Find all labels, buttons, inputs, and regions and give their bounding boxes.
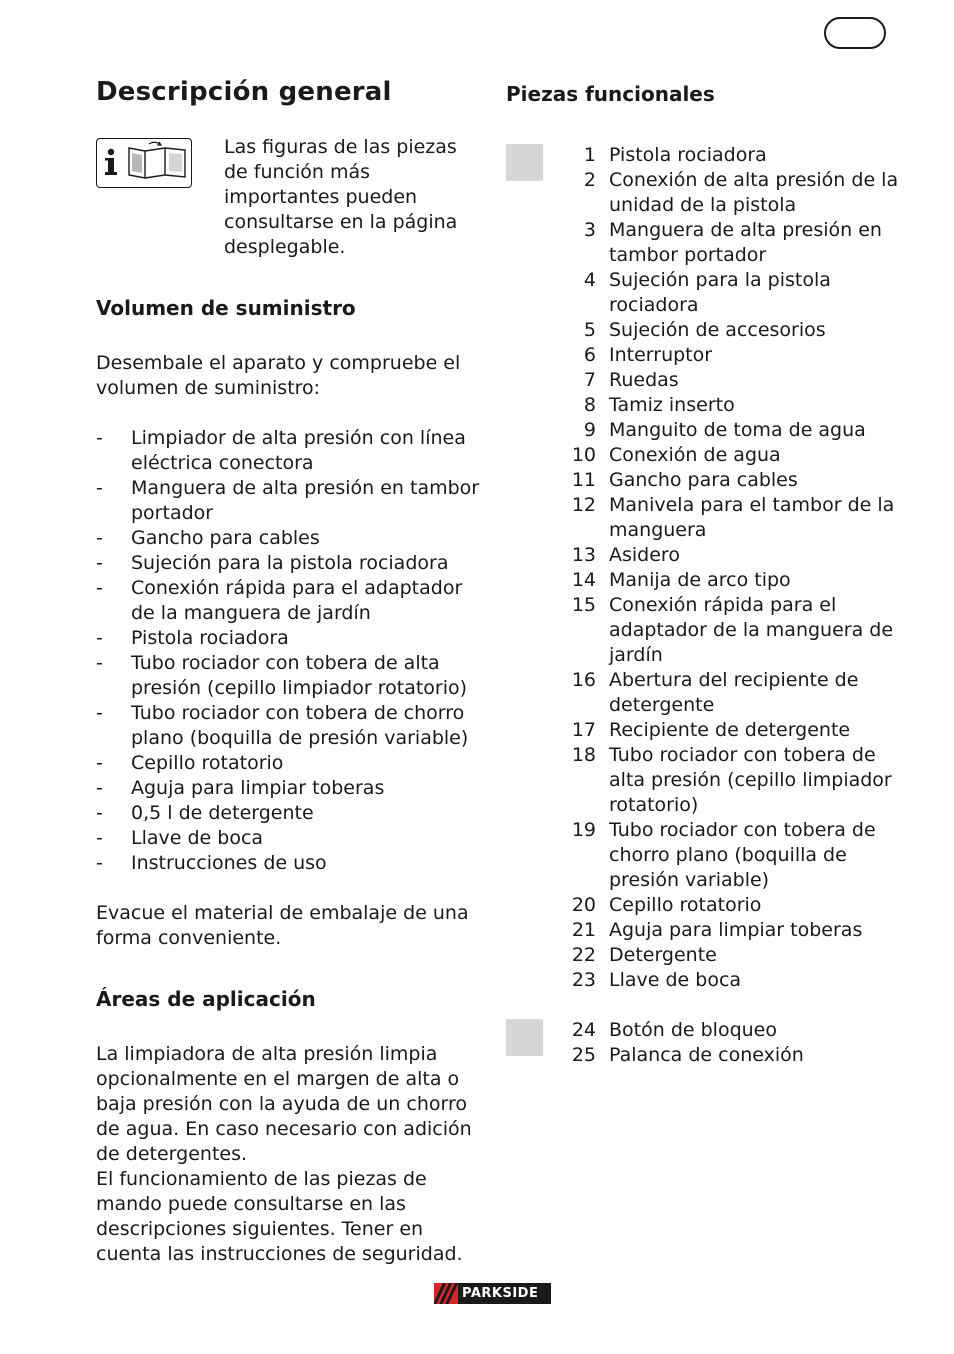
part-row — [556, 268, 906, 318]
bullet-dash: - — [96, 702, 103, 724]
bullet-dash: - — [96, 852, 103, 874]
part-row — [556, 818, 906, 893]
language-badge — [824, 17, 886, 49]
part-number: 22 — [571, 944, 596, 966]
part-number: 17 — [571, 719, 596, 741]
part-number: 9 — [583, 419, 596, 441]
part-row — [556, 593, 906, 668]
part-row — [556, 968, 906, 993]
supply-item — [96, 626, 486, 651]
application-paragraph-2: El funcionamiento de las piezas de mando puede consultarse en las descripciones siguientes. Tener en cuenta las instrucciones de seguridad. — [96, 1168, 463, 1265]
part-number: 1 — [583, 144, 596, 166]
supply-item-text: Aguja para limpiar toberas — [131, 777, 385, 799]
intro-block — [96, 135, 486, 260]
part-number: 21 — [571, 919, 596, 941]
supply-item — [96, 426, 486, 476]
part-row — [556, 1018, 906, 1043]
supply-item — [96, 701, 486, 751]
brand-name: PARKSIDE — [462, 1286, 539, 1301]
bullet-dash: - — [96, 477, 103, 499]
supply-item — [96, 776, 486, 801]
part-number: 8 — [583, 394, 596, 416]
part-number: 2 — [583, 169, 596, 191]
part-number: 5 — [583, 319, 596, 341]
part-label: Manivela para el tambor de la manguera — [609, 494, 895, 541]
bullet-dash: - — [96, 752, 103, 774]
part-label: Aguja para limpiar toberas — [609, 919, 863, 941]
part-label: Cepillo rotatorio — [609, 894, 762, 916]
part-label: Manguera de alta presión en tambor portador — [609, 219, 882, 266]
supply-item-text: Conexión rápida para el adaptador de la manguera de jardín — [131, 577, 463, 624]
supply-item — [96, 851, 486, 876]
part-label: Manija de arco tipo — [609, 569, 791, 591]
supply-item — [96, 751, 486, 776]
supply-item — [96, 576, 486, 626]
parts-title: Piezas funcionales — [506, 82, 715, 106]
bullet-dash: - — [96, 577, 103, 599]
part-label: Ruedas — [609, 369, 679, 391]
part-row — [556, 543, 906, 568]
bullet-dash: - — [96, 552, 103, 574]
application-paragraph-1: La limpiadora de alta presión limpia opcionalmente en el margen de alta o baja presión con la ayuda de un chorro de agua. En caso necesario con adición de detergentes. — [96, 1043, 472, 1165]
bullet-dash: - — [96, 627, 103, 649]
supply-item-text: Sujeción para la pistola rociadora — [131, 552, 449, 574]
part-number: 24 — [571, 1019, 596, 1041]
part-number: 12 — [571, 494, 596, 516]
left-column — [96, 70, 486, 1267]
intro-text: Las figuras de las piezas de función más importantes pueden consultarse en la página desplegable. — [224, 136, 458, 258]
supply-item-text: Pistola rociadora — [131, 627, 289, 649]
parts-list-1 — [556, 143, 906, 993]
bullet-dash: - — [96, 527, 103, 549]
application-title: Áreas de aplicación — [96, 987, 316, 1011]
part-row — [556, 893, 906, 918]
part-row — [556, 218, 906, 268]
supply-item-text: Instrucciones de uso — [131, 852, 327, 874]
part-label: Gancho para cables — [609, 469, 798, 491]
part-label: Pistola rociadora — [609, 144, 767, 166]
part-label: Recipiente de detergente — [609, 719, 851, 741]
supply-item-text: Limpiador de alta presión con línea eléctrica conectora — [131, 427, 466, 474]
part-label: Llave de boca — [609, 969, 742, 991]
supply-item — [96, 801, 486, 826]
part-number: 6 — [583, 344, 596, 366]
part-number: 16 — [571, 669, 596, 691]
part-label: Tamiz inserto — [609, 394, 735, 416]
part-number: 19 — [571, 819, 596, 841]
supply-intro: Desembale el aparato y compruebe el volumen de suministro: — [96, 352, 461, 399]
bullet-dash: - — [96, 777, 103, 799]
part-number: 18 — [571, 744, 596, 766]
part-label: Manguito de toma de agua — [609, 419, 866, 441]
part-number: 20 — [571, 894, 596, 916]
supply-title: Volumen de suministro — [96, 296, 356, 320]
part-row — [556, 493, 906, 543]
part-label: Palanca de conexión — [609, 1044, 804, 1066]
supply-item — [96, 526, 486, 551]
bullet-dash: - — [96, 802, 103, 824]
supply-item-text: Tubo rociador con tobera de chorro plano (boquilla de presión variable) — [131, 702, 469, 749]
part-label: Conexión de agua — [609, 444, 781, 466]
part-label: Conexión de alta presión de la unidad de la pistola — [609, 169, 899, 216]
part-row — [556, 368, 906, 393]
part-row — [556, 393, 906, 418]
part-label: Abertura del recipiente de detergente — [609, 669, 859, 716]
part-row — [556, 143, 906, 168]
part-label: Sujeción para la pistola rociadora — [609, 269, 831, 316]
part-number: 11 — [571, 469, 596, 491]
grey-marker-box — [506, 1019, 543, 1056]
supply-item-text: Tubo rociador con tobera de alta presión (cepillo limpiador rotatorio) — [131, 652, 468, 699]
part-number: 13 — [571, 544, 596, 566]
supply-item-text: Llave de boca — [131, 827, 264, 849]
part-label: Sujeción de accesorios — [609, 319, 826, 341]
part-label: Tubo rociador con tobera de chorro plano (boquilla de presión variable) — [609, 819, 876, 891]
part-row — [556, 418, 906, 443]
part-number: 7 — [583, 369, 596, 391]
part-row — [556, 943, 906, 968]
parts-group-2 — [506, 1018, 906, 1068]
bullet-dash: - — [96, 827, 103, 849]
part-number: 23 — [571, 969, 596, 991]
part-row — [556, 343, 906, 368]
part-row — [556, 718, 906, 743]
supply-item-text: Cepillo rotatorio — [131, 752, 284, 774]
part-number: 14 — [571, 569, 596, 591]
part-label: Asidero — [609, 544, 680, 566]
part-row — [556, 468, 906, 493]
right-column — [506, 76, 906, 1068]
supply-item — [96, 826, 486, 851]
supply-item-text: 0,5 l de detergente — [131, 802, 314, 824]
part-row — [556, 1043, 906, 1068]
parkside-stripes-icon — [434, 1283, 458, 1304]
supply-item — [96, 551, 486, 576]
supply-outro: Evacue el material de embalaje de una forma conveniente. — [96, 902, 469, 949]
part-label: Botón de bloqueo — [609, 1019, 777, 1041]
part-label: Interruptor — [609, 344, 713, 366]
supply-list — [96, 426, 486, 876]
bullet-dash: - — [96, 652, 103, 674]
part-number: 15 — [571, 594, 596, 616]
bullet-dash: - — [96, 427, 103, 449]
part-row — [556, 918, 906, 943]
part-number: 3 — [583, 219, 596, 241]
part-row — [556, 568, 906, 593]
supply-item — [96, 476, 486, 526]
part-number: 4 — [583, 269, 596, 291]
part-row — [556, 743, 906, 818]
parkside-logo — [434, 1283, 551, 1304]
supply-item-text: Manguera de alta presión en tambor portador — [131, 477, 480, 524]
supply-item — [96, 651, 486, 701]
supply-item-text: Gancho para cables — [131, 527, 320, 549]
part-number: 25 — [571, 1044, 596, 1066]
parts-group-1 — [506, 143, 906, 993]
part-row — [556, 318, 906, 343]
part-row — [556, 443, 906, 468]
parts-list-2 — [556, 1018, 906, 1068]
info-book-icon — [96, 138, 192, 188]
part-label: Detergente — [609, 944, 717, 966]
part-label: Tubo rociador con tobera de alta presión (cepillo limpiador rotatorio) — [609, 744, 892, 816]
page-title: Descripción general — [96, 77, 392, 107]
grey-marker-box — [506, 144, 543, 181]
part-label: Conexión rápida para el adaptador de la manguera de jardín — [609, 594, 894, 666]
part-row — [556, 668, 906, 718]
part-row — [556, 168, 906, 218]
part-number: 10 — [571, 444, 596, 466]
